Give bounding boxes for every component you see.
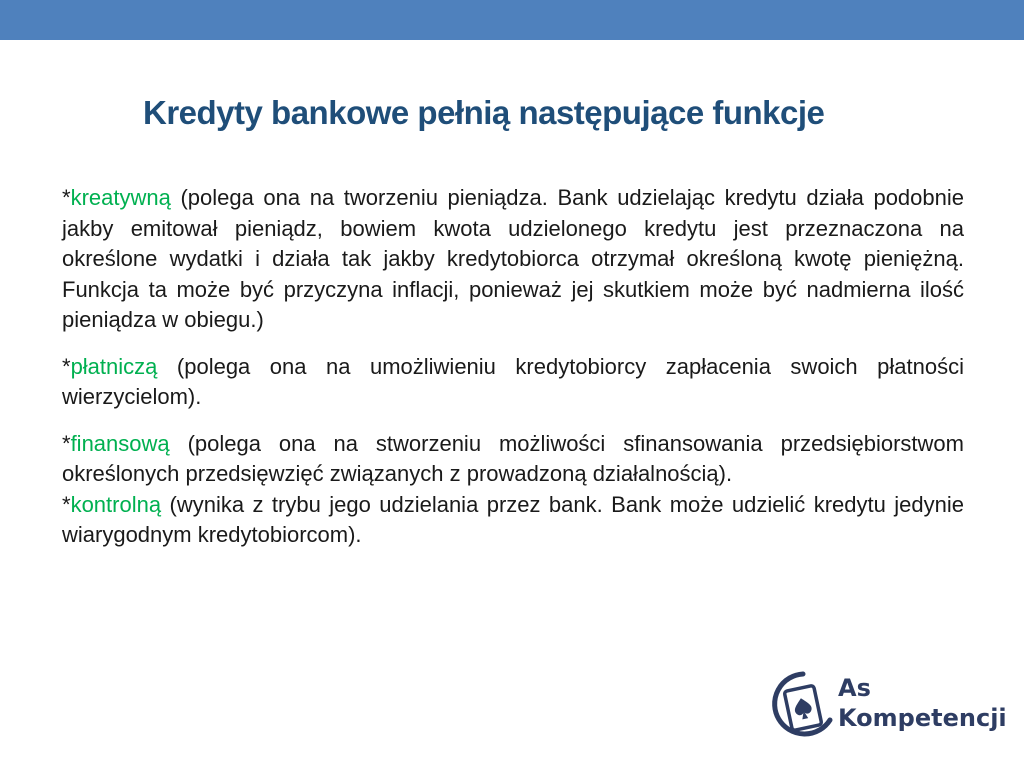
- slide-title: Kredyty bankowe pełnią następujące funkcje: [143, 94, 825, 131]
- bullet-star: *: [62, 353, 71, 379]
- paragraph-platnicza: [62, 352, 964, 413]
- paragraph-text: (polega ona na stworzeniu możliwości sfinansowania przedsiębiorstwom określonych przedsięwzięć związanych z prowadzoną działalnością).: [62, 430, 964, 486]
- keyword-platnicza: płatniczą: [70, 353, 158, 379]
- bullet-star: *: [62, 491, 71, 517]
- slide-content: [62, 183, 964, 567]
- logo-text-as: As: [838, 674, 871, 702]
- keyword-kreatywna: kreatywną: [70, 185, 171, 210]
- as-kompetencji-logo: [770, 668, 1007, 748]
- paragraph-text: (wynika z trybu jego udzielania przez bank. Bank może udzielić kredytu jedynie wiarygodnym kredytobiorcom).: [62, 491, 964, 547]
- keyword-finansowa: finansową: [70, 430, 170, 456]
- paragraph-kontrolna: [62, 490, 964, 551]
- bullet-star: *: [62, 430, 71, 456]
- paragraph-finansowa: [62, 429, 964, 490]
- paragraph-text: (polega ona na umożliwieniu kredytobiorcy zapłacenia swoich płatności wierzycielom).: [62, 353, 964, 409]
- bullet-star: *: [62, 185, 71, 210]
- keyword-kontrolna: kontrolną: [70, 491, 162, 517]
- paragraph-text: (polega ona na tworzeniu pieniądza. Bank udzielając kredytu działa podobnie jakby emitował pieniądz, bowiem kwota udzielonego kredytu jest przeznaczona na określone wydatki i działa tak jakby kredytobiorca otrzymał określoną kwotę pieniężną. Funkcja ta może być przyczyna inflacji, ponieważ jej skutkiem może być nadmierna ilość pieniądza w obiegu.): [62, 185, 964, 332]
- top-accent-bar: [0, 0, 1024, 40]
- spade-card-icon: [770, 668, 836, 744]
- logo-text-kompetencji: Kompetencji: [838, 704, 1007, 732]
- paragraph-kreatywna: [62, 183, 964, 336]
